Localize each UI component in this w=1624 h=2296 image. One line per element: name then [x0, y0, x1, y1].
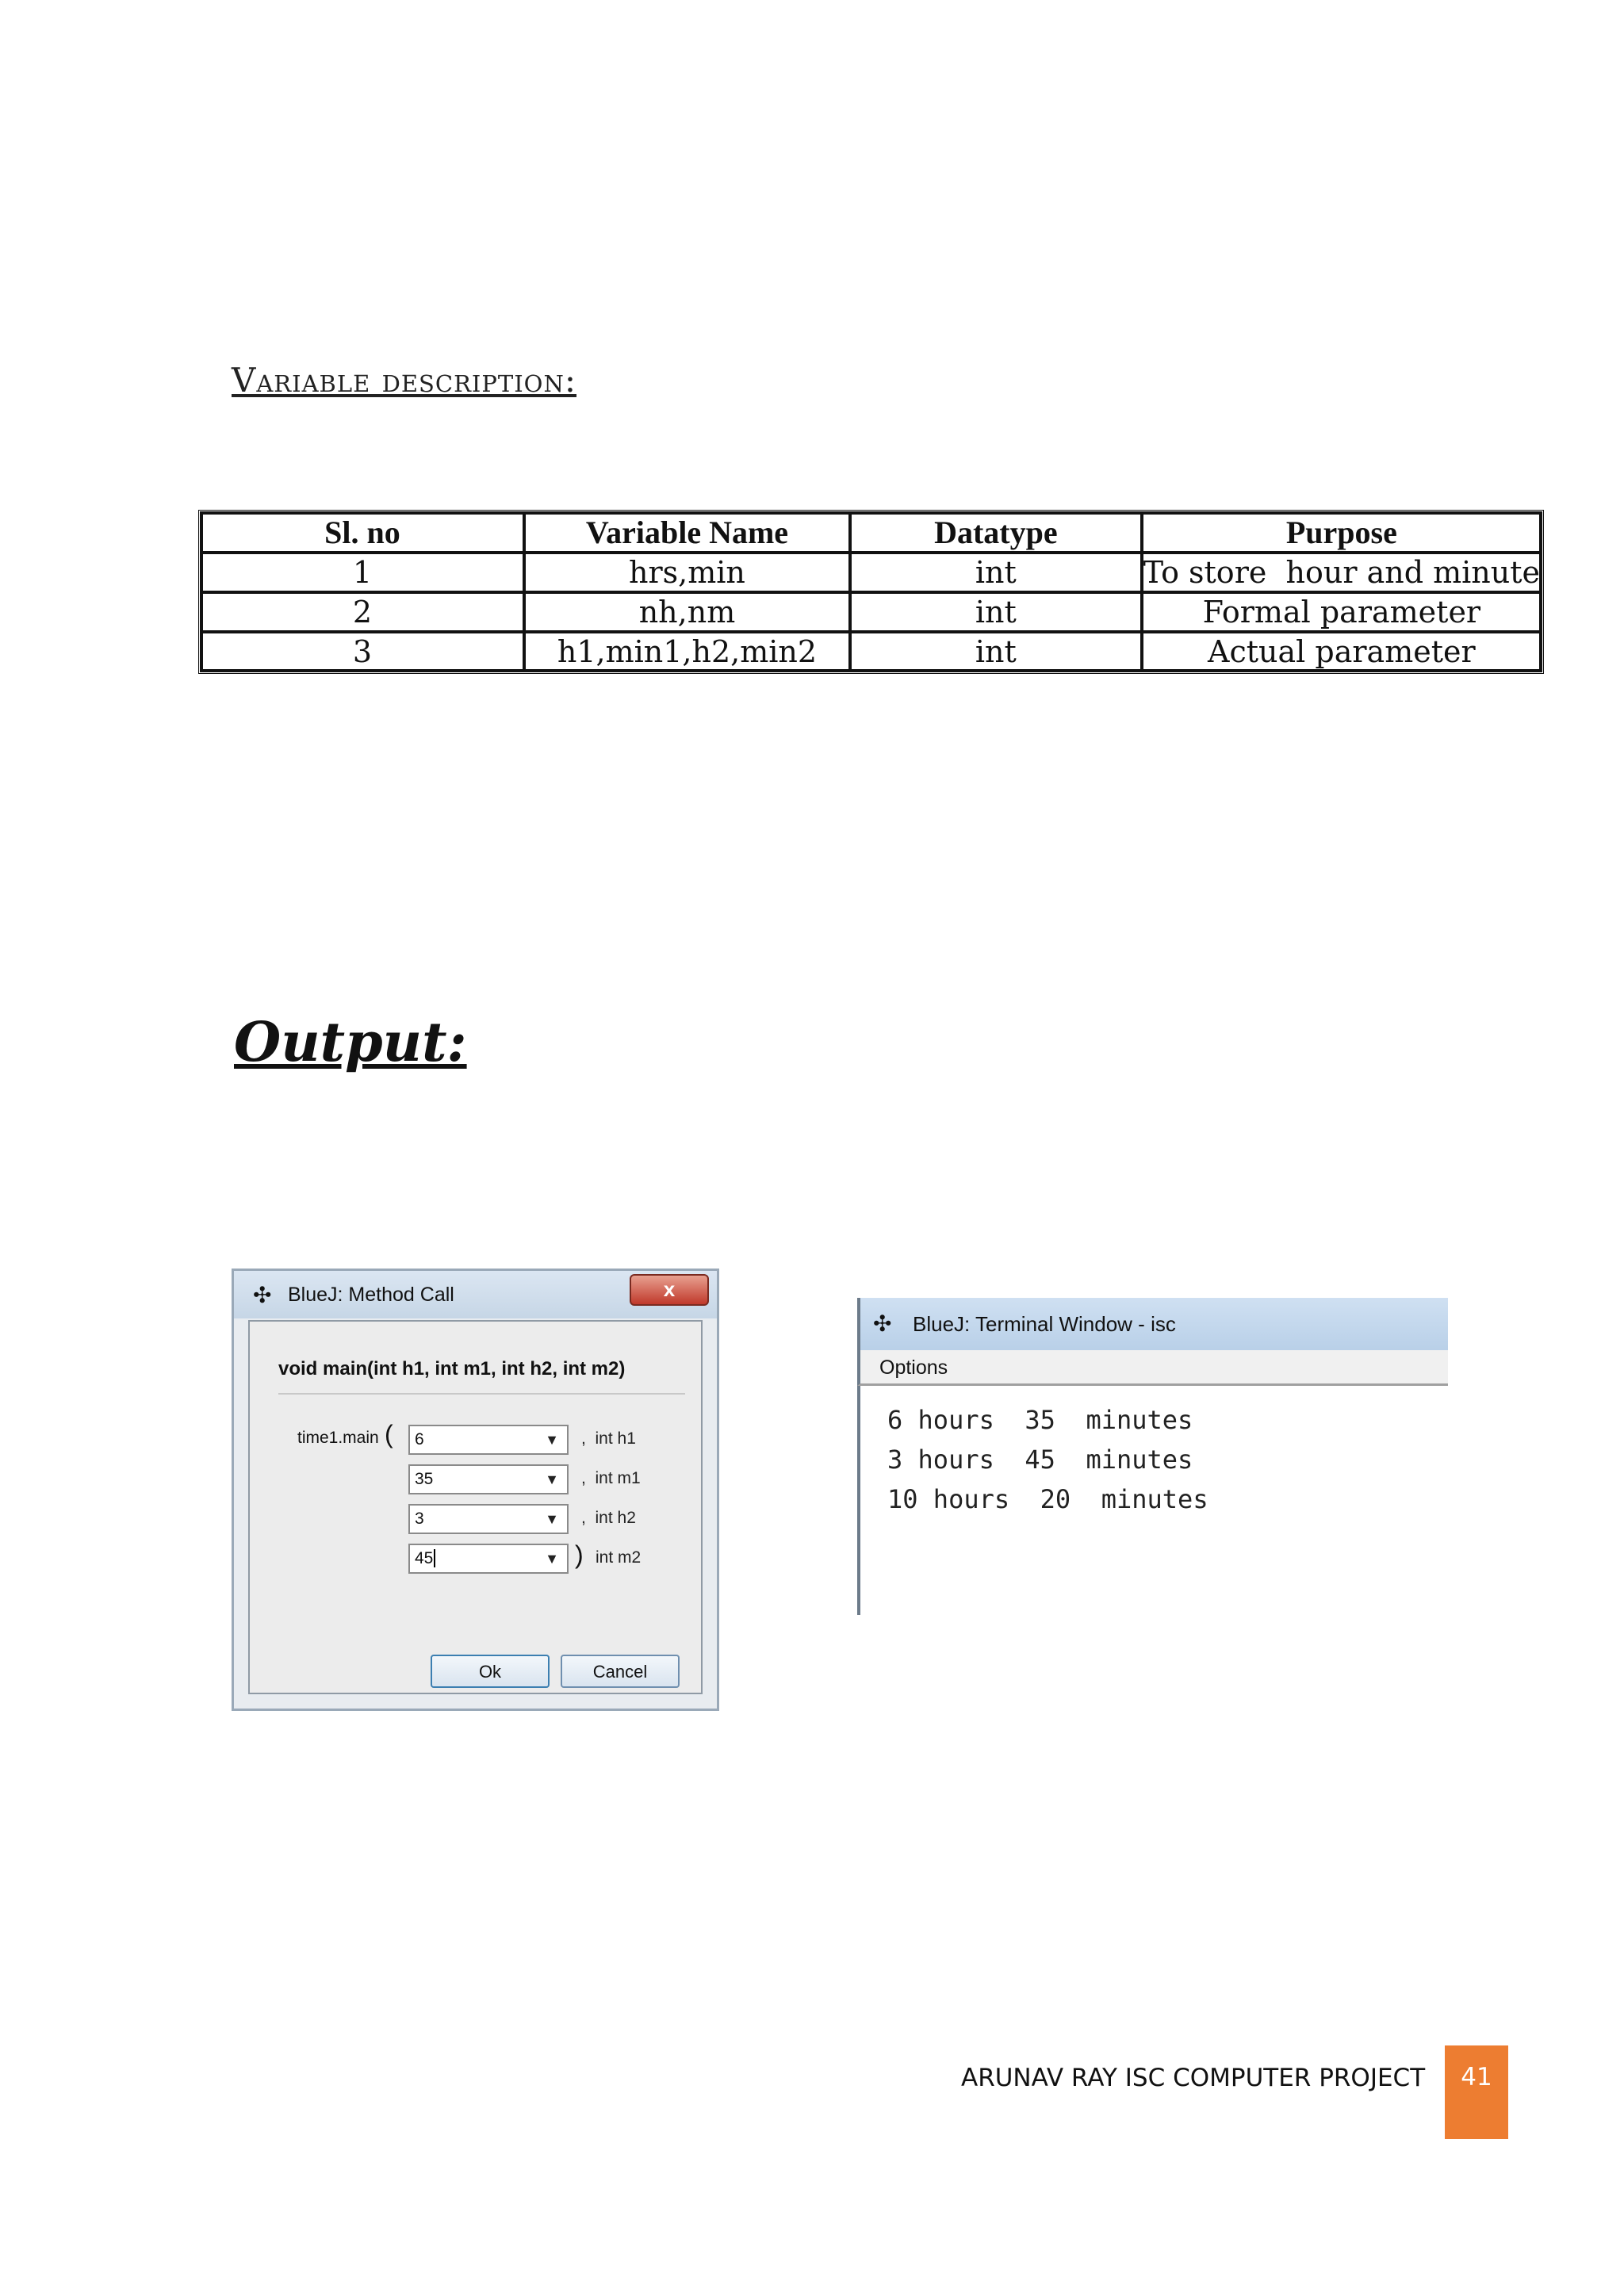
table-header-row [201, 512, 1542, 553]
terminal-titlebar[interactable] [857, 1298, 1448, 1350]
cell-variable-name: h1,min1,h2,min2 [524, 632, 850, 672]
open-paren: ( [385, 1420, 393, 1448]
param-m2-type: int m2 [596, 1548, 642, 1567]
page-number-badge: 41 [1445, 2045, 1508, 2139]
header-sl-no: Sl. no [201, 512, 524, 553]
cell-variable-name: hrs,min [524, 553, 850, 592]
menu-options[interactable]: Options [879, 1357, 948, 1379]
terminal-title: BlueJ: Terminal Window - isc [913, 1312, 1176, 1336]
param-m2-input[interactable] [408, 1544, 569, 1574]
close-button[interactable] [630, 1274, 709, 1306]
param-m2-value: 45 [415, 1549, 434, 1567]
cell-sl-no: 1 [201, 553, 524, 592]
param-separator: , [581, 1509, 586, 1527]
cell-datatype: int [850, 592, 1142, 632]
ok-button[interactable]: Ok [431, 1655, 550, 1688]
header-purpose: Purpose [1142, 512, 1542, 553]
footer-project-title: ARUNAV RAY ISC COMPUTER PROJECT [961, 2064, 1426, 2092]
variable-description-heading: Variable description: [232, 361, 576, 400]
method-call-label: time1.main [297, 1429, 379, 1447]
close-paren: ) [575, 1540, 584, 1569]
param-separator: , [581, 1469, 586, 1487]
chevron-down-icon[interactable]: ▼ [545, 1511, 559, 1527]
table-row [201, 592, 1542, 632]
cell-datatype: int [850, 553, 1142, 592]
dialog-body [248, 1320, 703, 1694]
header-datatype: Datatype [850, 512, 1142, 553]
chevron-down-icon[interactable]: ▼ [545, 1471, 559, 1487]
terminal-line: 3 hours 45 minutes [887, 1445, 1193, 1475]
param-h2-value: 3 [415, 1510, 424, 1528]
param-separator: , [581, 1429, 586, 1448]
chevron-down-icon[interactable]: ▼ [545, 1432, 559, 1448]
cell-datatype: int [850, 632, 1142, 672]
param-h2-input[interactable] [408, 1504, 569, 1534]
param-m1-value: 35 [415, 1470, 434, 1488]
method-signature: void main(int h1, int m1, int h2, int m2) [278, 1358, 626, 1380]
terminal-output [857, 1386, 1448, 1615]
cell-sl-no: 3 [201, 632, 524, 672]
table-row [201, 632, 1542, 672]
header-variable-name: Variable Name [524, 512, 850, 553]
variable-description-table [198, 510, 1544, 674]
param-h1-type [581, 1429, 636, 1448]
table-row [201, 553, 1542, 592]
cancel-button[interactable]: Cancel [561, 1655, 680, 1688]
param-h1-value: 6 [415, 1430, 424, 1448]
cell-variable-name: nh,nm [524, 592, 850, 632]
param-h1-input[interactable] [408, 1425, 569, 1455]
dialog-title: BlueJ: Method Call [288, 1284, 454, 1306]
method-call-dialog [232, 1269, 719, 1711]
cell-purpose: To store hour and minute [1142, 553, 1542, 592]
param-m1-input[interactable] [408, 1464, 569, 1494]
cell-sl-no: 2 [201, 592, 524, 632]
chevron-down-icon[interactable]: ▼ [545, 1551, 559, 1567]
terminal-line: 6 hours 35 minutes [887, 1405, 1193, 1435]
bluej-icon: ✣ [873, 1311, 892, 1336]
dialog-titlebar[interactable] [234, 1271, 717, 1318]
param-type-label: int h2 [595, 1509, 636, 1527]
cell-purpose: Actual parameter [1142, 632, 1542, 672]
terminal-menubar [857, 1350, 1448, 1386]
divider [278, 1393, 685, 1395]
terminal-line: 10 hours 20 minutes [887, 1484, 1208, 1514]
param-type-label: int m1 [595, 1469, 641, 1487]
text-cursor [434, 1549, 440, 1567]
output-heading: Output: [234, 1011, 467, 1074]
bluej-icon: ✣ [253, 1283, 272, 1307]
terminal-window [857, 1298, 1448, 1615]
close-icon: x [663, 1277, 676, 1301]
param-type-label: int h1 [595, 1429, 636, 1448]
param-h2-type [581, 1509, 636, 1528]
cell-purpose: Formal parameter [1142, 592, 1542, 632]
param-m1-type [581, 1469, 641, 1488]
